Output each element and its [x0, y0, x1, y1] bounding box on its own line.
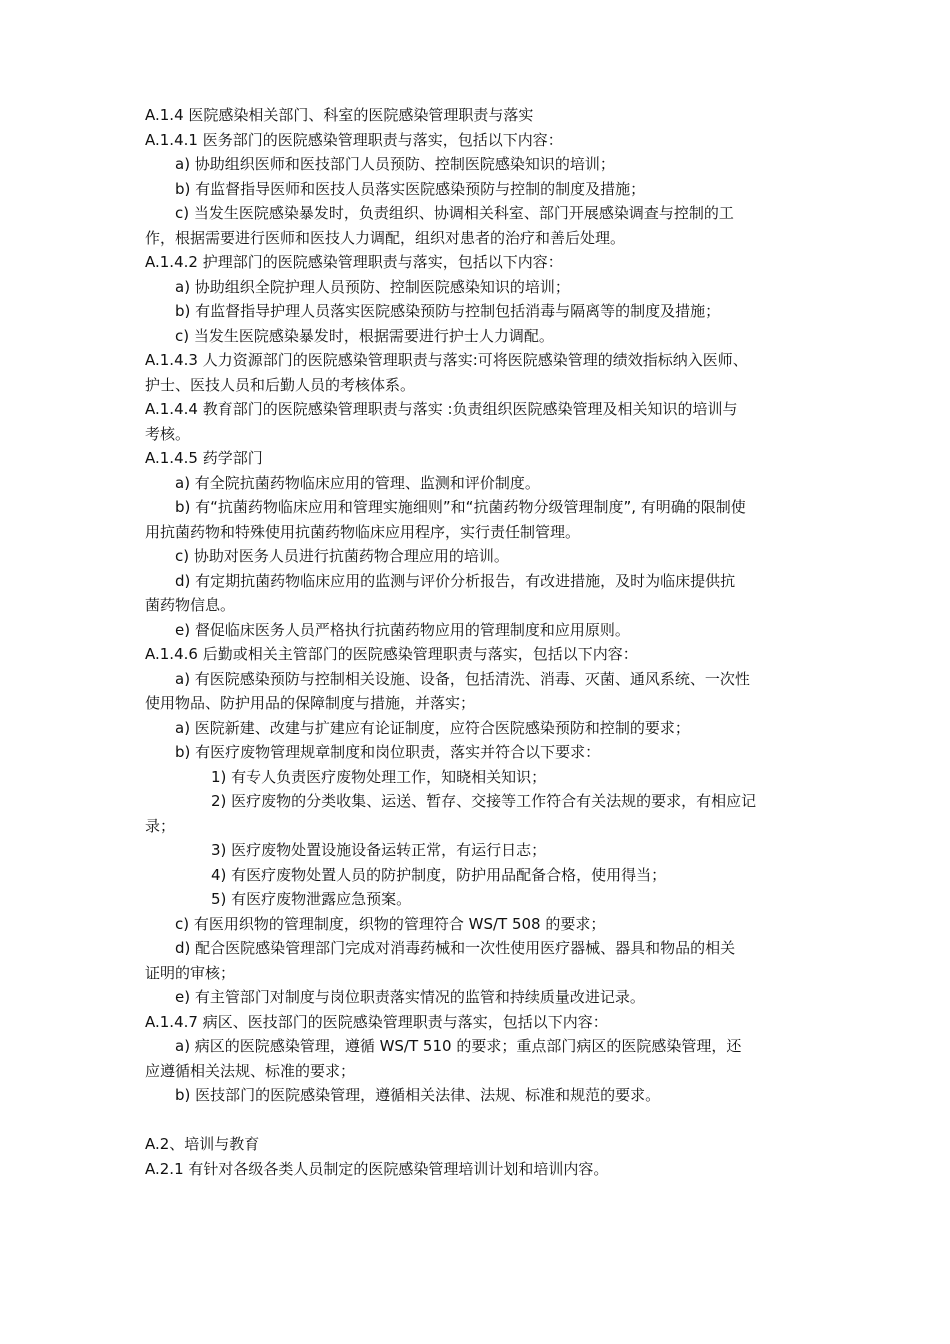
list-item: d) 有定期抗菌药物临床应用的监测与评价分析报告，有改进措施，及时为临床提供抗 [175, 571, 736, 590]
section-heading: A.1.4 医院感染相关部门、科室的医院感染管理职责与落实 [145, 106, 534, 124]
paragraph-continuation: 考核。 [145, 424, 191, 443]
subsection-heading: A.1.4.4 教育部门的医院感染管理职责与落实 :负责组织医院感染管理及相关知识的培训与 [145, 400, 738, 418]
list-item: c) 当发生医院感染暴发时，负责组织、协调相关科室、部门开展感染调查与控制的工 [175, 204, 734, 222]
list-item: a) 协助组织全院护理人员预防、控制医院感染知识的培训； [175, 277, 570, 296]
list-item: a) 协助组织医师和医技部门人员预防、控制医院感染知识的培训； [175, 155, 615, 173]
list-item: e) 有主管部门对制度与岗位职责落实情况的监管和持续质量改进记录。 [175, 988, 645, 1006]
sub-list-item: 5) 有医疗废物泄露应急预案。 [211, 890, 412, 908]
list-item: a) 有全院抗菌药物临床应用的管理、监测和评价制度。 [175, 473, 540, 492]
list-item: b) 有医疗废物管理规章制度和岗位职责，落实并符合以下要求： [175, 743, 601, 761]
list-item: c) 协助对医务人员进行抗菌药物合理应用的培训。 [175, 547, 509, 565]
list-item: a) 医院新建、改建与扩建应有论证制度，应符合医院感染预防和控制的要求； [175, 718, 690, 737]
list-item: c) 有医用织物的管理制度，织物的管理符合 WS/T 508 的要求； [175, 914, 606, 933]
list-item: d) 配合医院感染管理部门完成对消毒药械和一次性使用医疗器械、器具和物品的相关 [175, 939, 736, 957]
list-item-continuation: 证明的审核； [145, 963, 236, 982]
subsection-heading: A.1.4.5 药学部门 [145, 449, 263, 467]
list-item-continuation: 菌药物信息。 [145, 596, 236, 614]
list-item: c) 当发生医院感染暴发时，根据需要进行护士人力调配。 [175, 326, 554, 345]
list-item: a) 病区的医院感染管理，遵循 WS/T 510 的要求；重点部门病区的医院感染管理，还 [175, 1037, 742, 1055]
list-item-continuation: 应遵循相关法规、标准的要求； [145, 1061, 356, 1080]
list-item: e) 督促临床医务人员严格执行抗菌药物应用的管理制度和应用原则。 [175, 620, 630, 639]
sub-list-item: 4) 有医疗废物处置人员的防护制度，防护用品配备合格，使用得当； [211, 865, 667, 884]
list-item: b) 医技部门的医院感染管理，遵循相关法律、法规、标准和规范的要求。 [175, 1086, 661, 1104]
list-item: b) 有“抗菌药物临床应用和管理实施细则”和“抗菌药物分级管理制度”, 有明确的限制使 [175, 498, 746, 516]
sub-list-item-continuation: 录； [145, 816, 176, 835]
subsection-heading: A.1.4.7 病区、医技部门的医院感染管理职责与落实，包括以下内容： [145, 1012, 608, 1031]
list-item-continuation: 作，根据需要进行医师和医技人力调配，组织对患者的治疗和善后处理。 [145, 228, 626, 247]
blank-line [145, 1108, 810, 1133]
list-item-continuation: 使用物品、防护用品的保障制度与措施，并落实； [145, 694, 476, 712]
paragraph-continuation: 护士、医技人员和后勤人员的考核体系。 [145, 375, 416, 394]
list-item: b) 有监督指导护理人员落实医院感染预防与控制包括消毒与隔离等的制度及措施； [175, 302, 721, 320]
subsection-heading: A.2.1 有针对各级各类人员制定的医院感染管理培训计划和培训内容。 [145, 1159, 609, 1178]
subsection-heading: A.1.4.2 护理部门的医院感染管理职责与落实，包括以下内容： [145, 253, 563, 271]
list-item-continuation: 用抗菌药物和特殊使用抗菌药物临床应用程序，实行责任制管理。 [145, 522, 581, 541]
document-body [145, 103, 810, 1181]
list-item: a) 有医院感染预防与控制相关设施、设备，包括清洗、消毒、灭菌、通风系统、一次性 [175, 669, 750, 688]
sub-list-item: 1) 有专人负责医疗废物处理工作，知晓相关知识； [211, 767, 547, 786]
list-item: b) 有监督指导医师和医技人员落实医院感染预防与控制的制度及措施； [175, 179, 646, 198]
section-heading: A.2、培训与教育 [145, 1135, 260, 1153]
subsection-heading: A.1.4.1 医务部门的医院感染管理职责与落实，包括以下内容： [145, 130, 563, 149]
subsection-heading: A.1.4.6 后勤或相关主管部门的医院感染管理职责与落实，包括以下内容： [145, 645, 638, 663]
sub-list-item: 3) 医疗废物处置设施设备运转正常，有运行日志； [211, 841, 547, 859]
subsection-heading: A.1.4.3 人力资源部门的医院感染管理职责与落实:可将医院感染管理的绩效指标纳入医师、 [145, 351, 748, 369]
sub-list-item: 2) 医疗废物的分类收集、运送、暂存、交接等工作符合有关法规的要求，有相应记 [211, 792, 757, 810]
